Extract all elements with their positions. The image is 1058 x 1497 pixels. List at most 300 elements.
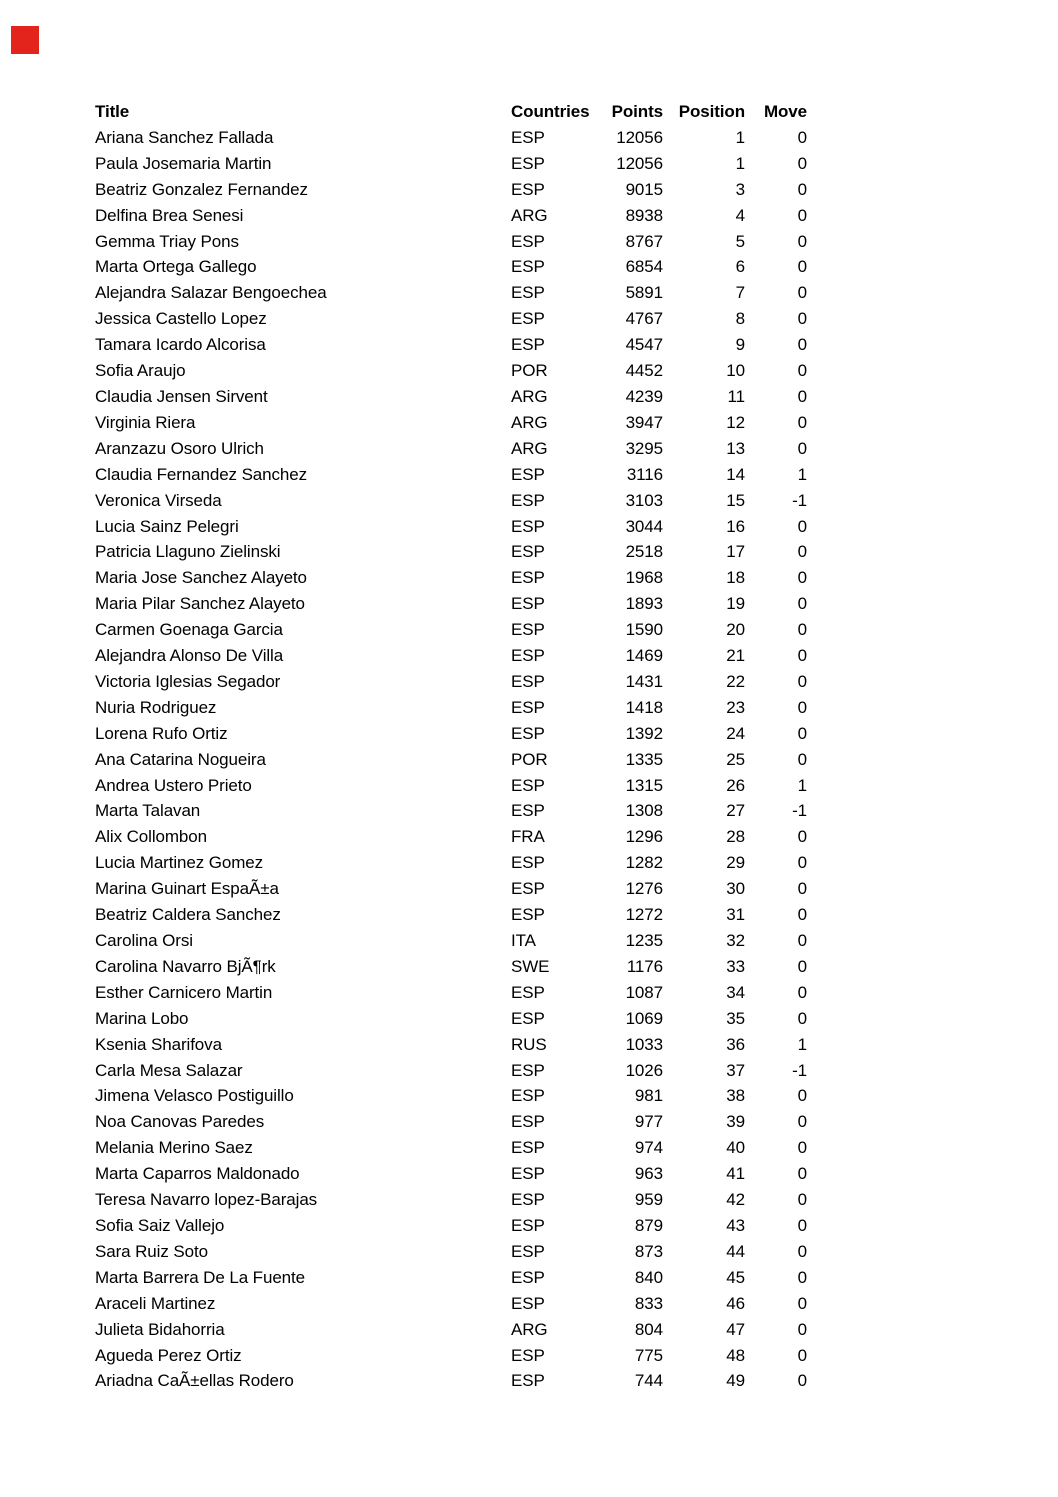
cell-move: 0 xyxy=(797,749,807,769)
cell-points: 981 xyxy=(634,1086,663,1106)
cell-title: Beatriz Gonzalez Fernandez xyxy=(95,179,308,199)
cell-position: 39 xyxy=(726,1112,745,1132)
cell-countries: ESP xyxy=(511,179,545,199)
cell-title: Aranzazu Osoro Ulrich xyxy=(95,438,264,458)
table-row xyxy=(95,876,807,902)
cell-title: Carolina Orsi xyxy=(95,931,193,950)
cell-move: 0 xyxy=(797,309,807,329)
table-row xyxy=(95,850,807,876)
cell-title: Patricia Llaguno Zielinski xyxy=(95,542,281,562)
cell-countries: ESP xyxy=(511,464,545,484)
cell-move: 0 xyxy=(797,1086,807,1106)
cell-countries: ESP xyxy=(511,620,545,640)
cell-countries: ARG xyxy=(511,386,548,406)
cell-points: 840 xyxy=(634,1267,663,1287)
table-row xyxy=(95,203,807,229)
cell-position: 8 xyxy=(735,309,745,329)
table-row xyxy=(95,1161,807,1187)
cell-move: -1 xyxy=(792,490,807,510)
cell-countries: ESP xyxy=(511,1241,545,1261)
cell-points: 4767 xyxy=(625,309,663,329)
cell-move: 0 xyxy=(797,438,807,458)
table-row xyxy=(95,280,807,306)
cell-title: Lucia Sainz Pelegri xyxy=(95,516,239,536)
cell-move: 0 xyxy=(797,982,807,1002)
cell-points: 1087 xyxy=(625,982,663,1002)
cell-countries: ESP xyxy=(511,801,545,821)
cell-position: 24 xyxy=(726,723,745,743)
cell-points: 1431 xyxy=(625,671,663,691)
table-row xyxy=(95,1343,807,1369)
cell-points: 3103 xyxy=(625,490,663,510)
cell-move: 0 xyxy=(797,1164,807,1184)
cell-title: Jessica Castello Lopez xyxy=(95,309,267,329)
cell-points: 963 xyxy=(634,1164,663,1184)
cell-countries: ESP xyxy=(511,697,545,717)
cell-position: 26 xyxy=(726,775,745,795)
ranking-table-body xyxy=(95,125,807,1394)
cell-position: 19 xyxy=(726,594,745,614)
cell-move: 0 xyxy=(797,1190,807,1210)
cell-countries: ESP xyxy=(511,542,545,562)
ranking-table xyxy=(95,99,807,1394)
cell-countries: ESP xyxy=(511,1345,545,1365)
table-row xyxy=(95,514,807,540)
table-row xyxy=(95,824,807,850)
cell-title: Noa Canovas Paredes xyxy=(95,1112,265,1132)
table-row xyxy=(95,565,807,591)
table-row xyxy=(95,747,807,773)
cell-countries: ESP xyxy=(511,671,545,691)
cell-move: 1 xyxy=(797,464,807,484)
cell-position: 33 xyxy=(726,956,745,976)
table-row xyxy=(95,384,807,410)
cell-move: 0 xyxy=(797,723,807,743)
cell-position: 11 xyxy=(727,386,745,406)
cell-countries: ARG xyxy=(511,412,548,432)
cell-points: 977 xyxy=(634,1112,663,1132)
cell-move: 1 xyxy=(797,1034,807,1054)
cell-move: 0 xyxy=(797,1241,807,1261)
cell-position: 23 xyxy=(726,697,745,717)
cell-countries: ESP xyxy=(511,879,545,899)
cell-move: 0 xyxy=(797,1112,807,1132)
cell-title: Alejandra Salazar Bengoechea xyxy=(95,283,327,303)
cell-points: 3116 xyxy=(626,464,663,484)
cell-position: 10 xyxy=(726,361,745,381)
cell-move: 0 xyxy=(797,1293,807,1313)
cell-countries: ESP xyxy=(511,1293,545,1313)
cell-title: Marta Talavan xyxy=(95,801,201,821)
cell-position: 28 xyxy=(726,827,745,847)
cell-move: 0 xyxy=(797,646,807,666)
cell-move: 0 xyxy=(797,127,807,147)
cell-points: 1296 xyxy=(625,827,663,847)
cell-points: 1392 xyxy=(625,723,663,743)
cell-position: 9 xyxy=(735,335,745,355)
header-move: Move xyxy=(763,102,807,121)
cell-position: 13 xyxy=(726,438,745,458)
table-row xyxy=(95,1135,807,1161)
cell-points: 744 xyxy=(634,1371,663,1391)
cell-move: 0 xyxy=(797,620,807,640)
table-row xyxy=(95,358,807,384)
cell-move: 0 xyxy=(797,283,807,303)
cell-points: 1272 xyxy=(625,905,663,925)
table-row xyxy=(95,332,807,358)
cell-points: 3947 xyxy=(625,412,663,432)
cell-title: Carmen Goenaga Garcia xyxy=(95,620,283,640)
cell-countries: ARG xyxy=(511,205,548,225)
cell-position: 29 xyxy=(726,853,745,873)
cell-title: Sara Ruiz Soto xyxy=(95,1241,208,1261)
cell-move: 0 xyxy=(797,931,807,950)
cell-move: 0 xyxy=(797,1138,807,1158)
table-row xyxy=(95,1032,807,1058)
cell-points: 1590 xyxy=(625,620,663,640)
cell-points: 2518 xyxy=(625,542,663,562)
cell-points: 1033 xyxy=(625,1034,663,1054)
cell-position: 15 xyxy=(726,490,745,510)
cell-move: 0 xyxy=(797,361,807,381)
cell-position: 35 xyxy=(726,1008,745,1028)
cell-countries: ESP xyxy=(511,1164,545,1184)
cell-title: Maria Pilar Sanchez Alayeto xyxy=(95,594,305,614)
table-header-row xyxy=(95,99,807,125)
cell-move: 0 xyxy=(797,231,807,251)
cell-position: 47 xyxy=(726,1319,745,1339)
cell-move: 0 xyxy=(797,1371,807,1391)
cell-points: 12056 xyxy=(616,127,663,147)
header-position: Position xyxy=(678,102,745,121)
cell-countries: ESP xyxy=(511,283,545,303)
cell-countries: RUS xyxy=(511,1034,547,1054)
cell-position: 45 xyxy=(726,1267,745,1287)
table-row xyxy=(95,306,807,332)
cell-title: Sofia Saiz Vallejo xyxy=(95,1215,225,1235)
cell-position: 38 xyxy=(726,1086,745,1106)
table-row xyxy=(95,1058,807,1084)
table-row xyxy=(95,798,807,824)
cell-title: Ksenia Sharifova xyxy=(95,1034,222,1054)
cell-position: 20 xyxy=(726,620,745,640)
cell-move: -1 xyxy=(792,801,807,821)
cell-countries: ESP xyxy=(511,231,545,251)
cell-title: Carla Mesa Salazar xyxy=(95,1060,243,1080)
cell-position: 49 xyxy=(726,1371,745,1391)
cell-position: 22 xyxy=(726,671,745,691)
table-row xyxy=(95,721,807,747)
cell-title: Agueda Perez Ortiz xyxy=(95,1345,242,1365)
cell-position: 27 xyxy=(726,801,745,821)
cell-points: 1282 xyxy=(625,853,663,873)
cell-position: 16 xyxy=(726,516,745,536)
cell-move: 0 xyxy=(797,879,807,899)
cell-position: 36 xyxy=(726,1034,745,1054)
header-points: Points xyxy=(611,102,663,121)
cell-countries: ARG xyxy=(511,438,548,458)
cell-countries: ESP xyxy=(511,1267,545,1287)
cell-title: Marta Barrera De La Fuente xyxy=(95,1267,305,1287)
cell-position: 17 xyxy=(726,542,745,562)
cell-title: Maria Jose Sanchez Alayeto xyxy=(95,568,307,588)
table-row xyxy=(95,695,807,721)
cell-points: 9015 xyxy=(625,179,663,199)
cell-title: Teresa Navarro lopez-Barajas xyxy=(95,1190,318,1210)
cell-position: 18 xyxy=(726,568,745,588)
cell-move: 0 xyxy=(797,956,807,976)
cell-points: 6854 xyxy=(625,257,663,277)
cell-title: Alix Collombon xyxy=(95,827,207,847)
cell-countries: ITA xyxy=(511,931,536,950)
cell-position: 3 xyxy=(735,179,745,199)
cell-title: Gemma Triay Pons xyxy=(95,231,239,251)
cell-title: Jimena Velasco Postiguillo xyxy=(95,1086,294,1106)
cell-title: Lucia Martinez Gomez xyxy=(95,853,264,873)
cell-countries: ESP xyxy=(511,594,545,614)
cell-countries: ESP xyxy=(511,723,545,743)
cell-position: 21 xyxy=(726,646,745,666)
cell-move: 0 xyxy=(797,386,807,406)
cell-points: 873 xyxy=(634,1241,663,1261)
cell-title: Lorena Rufo Ortiz xyxy=(95,723,228,743)
cell-move: 0 xyxy=(797,568,807,588)
cell-title: Araceli Martinez xyxy=(95,1293,216,1313)
cell-title: Ariana Sanchez Fallada xyxy=(95,127,274,147)
table-row xyxy=(95,1265,807,1291)
cell-title: Nuria Rodriguez xyxy=(95,697,217,717)
cell-title: Marta Caparros Maldonado xyxy=(95,1164,300,1184)
cell-position: 1 xyxy=(735,153,745,173)
table-row xyxy=(95,902,807,928)
cell-countries: ESP xyxy=(511,1138,545,1158)
cell-title: Marina Guinart EspaÃ±a xyxy=(95,879,279,899)
cell-countries: ESP xyxy=(511,568,545,588)
cell-points: 1893 xyxy=(625,594,663,614)
table-row xyxy=(95,151,807,177)
cell-position: 1 xyxy=(735,127,745,147)
table-row xyxy=(95,980,807,1006)
cell-position: 7 xyxy=(735,283,745,303)
cell-title: Melania Merino Saez xyxy=(95,1138,253,1158)
cell-move: 1 xyxy=(797,775,807,795)
table-row xyxy=(95,1291,807,1317)
cell-countries: ESP xyxy=(511,853,545,873)
cell-move: 0 xyxy=(797,542,807,562)
table-row xyxy=(95,1213,807,1239)
cell-position: 25 xyxy=(726,749,745,769)
cell-position: 44 xyxy=(726,1241,745,1261)
table-row xyxy=(95,488,807,514)
cell-move: 0 xyxy=(797,179,807,199)
cell-points: 3044 xyxy=(625,516,663,536)
cell-countries: ESP xyxy=(511,1060,545,1080)
cell-move: 0 xyxy=(797,905,807,925)
cell-points: 1335 xyxy=(625,749,663,769)
table-row xyxy=(95,1006,807,1032)
cell-countries: SWE xyxy=(511,956,550,976)
cell-title: Ariadna CaÃ±ellas Rodero xyxy=(95,1371,294,1391)
cell-points: 8767 xyxy=(625,231,663,251)
cell-move: 0 xyxy=(797,1319,807,1339)
cell-position: 37 xyxy=(726,1060,745,1080)
cell-title: Veronica Virseda xyxy=(95,490,222,510)
cell-points: 4547 xyxy=(625,335,663,355)
cell-title: Julieta Bidahorria xyxy=(95,1319,225,1339)
cell-countries: ESP xyxy=(511,335,545,355)
table-row xyxy=(95,773,807,799)
table-row xyxy=(95,1083,807,1109)
cell-position: 4 xyxy=(735,205,745,225)
cell-countries: ESP xyxy=(511,775,545,795)
table-row xyxy=(95,954,807,980)
table-row xyxy=(95,1109,807,1135)
cell-points: 12056 xyxy=(616,153,663,173)
cell-points: 1026 xyxy=(625,1060,663,1080)
cell-countries: ESP xyxy=(511,309,545,329)
table-row xyxy=(95,254,807,280)
cell-countries: ESP xyxy=(511,646,545,666)
cell-points: 1235 xyxy=(625,931,663,950)
cell-points: 775 xyxy=(634,1345,663,1365)
cell-countries: ARG xyxy=(511,1319,548,1339)
red-square-shape xyxy=(11,26,39,54)
cell-points: 959 xyxy=(634,1190,663,1210)
cell-position: 42 xyxy=(726,1190,745,1210)
cell-countries: ESP xyxy=(511,257,545,277)
cell-move: 0 xyxy=(797,827,807,847)
cell-points: 974 xyxy=(634,1138,663,1158)
cell-move: 0 xyxy=(797,853,807,873)
cell-position: 6 xyxy=(735,257,745,277)
cell-points: 879 xyxy=(634,1215,663,1235)
cell-points: 1315 xyxy=(625,775,663,795)
cell-countries: POR xyxy=(511,361,548,381)
cell-move: 0 xyxy=(797,153,807,173)
cell-title: Andrea Ustero Prieto xyxy=(95,775,252,795)
table-row xyxy=(95,410,807,436)
cell-move: 0 xyxy=(797,1215,807,1235)
cell-title: Marina Lobo xyxy=(95,1008,189,1028)
cell-move: 0 xyxy=(797,205,807,225)
header-title: Title xyxy=(95,102,130,121)
table-row xyxy=(95,617,807,643)
cell-countries: ESP xyxy=(511,1008,545,1028)
cell-title: Ana Catarina Nogueira xyxy=(95,749,266,769)
cell-title: Claudia Jensen Sirvent xyxy=(95,386,268,406)
cell-countries: ESP xyxy=(511,1086,545,1106)
cell-position: 41 xyxy=(726,1164,745,1184)
cell-points: 4239 xyxy=(625,386,663,406)
cell-points: 1308 xyxy=(625,801,663,821)
cell-move: 0 xyxy=(797,257,807,277)
table-row xyxy=(95,1368,807,1394)
cell-position: 40 xyxy=(726,1138,745,1158)
cell-countries: ESP xyxy=(511,1371,545,1391)
cell-countries: ESP xyxy=(511,516,545,536)
cell-countries: ESP xyxy=(511,1112,545,1132)
cell-points: 8938 xyxy=(625,205,663,225)
cell-move: 0 xyxy=(797,697,807,717)
cell-move: 0 xyxy=(797,335,807,355)
cell-move: 0 xyxy=(797,516,807,536)
table-row xyxy=(95,1317,807,1343)
cell-position: 30 xyxy=(726,879,745,899)
cell-position: 12 xyxy=(726,412,745,432)
cell-move: 0 xyxy=(797,1267,807,1287)
table-row xyxy=(95,1239,807,1265)
cell-position: 32 xyxy=(726,931,745,950)
table-row xyxy=(95,539,807,565)
header-countries: Countries xyxy=(511,102,590,121)
table-row xyxy=(95,1187,807,1213)
cell-title: Esther Carnicero Martin xyxy=(95,982,273,1002)
cell-position: 43 xyxy=(726,1215,745,1235)
cell-title: Paula Josemaria Martin xyxy=(95,153,272,173)
cell-countries: ESP xyxy=(511,153,545,173)
cell-position: 46 xyxy=(726,1293,745,1313)
cell-title: Delfina Brea Senesi xyxy=(95,205,244,225)
cell-move: 0 xyxy=(797,594,807,614)
cell-countries: ESP xyxy=(511,127,545,147)
cell-countries: ESP xyxy=(511,490,545,510)
cell-points: 1276 xyxy=(625,879,663,899)
cell-points: 5891 xyxy=(625,283,663,303)
cell-position: 14 xyxy=(726,464,745,484)
table-row xyxy=(95,643,807,669)
cell-points: 804 xyxy=(634,1319,663,1339)
cell-title: Tamara Icardo Alcorisa xyxy=(95,335,266,355)
cell-points: 1469 xyxy=(625,646,663,666)
table-row xyxy=(95,928,807,954)
cell-countries: POR xyxy=(511,749,548,769)
cell-points: 1069 xyxy=(625,1008,663,1028)
cell-title: Marta Ortega Gallego xyxy=(95,257,257,277)
cell-position: 48 xyxy=(726,1345,745,1365)
table-row xyxy=(95,462,807,488)
cell-title: Victoria Iglesias Segador xyxy=(95,671,281,691)
cell-points: 1968 xyxy=(625,568,663,588)
cell-position: 34 xyxy=(726,982,745,1002)
cell-countries: ESP xyxy=(511,1215,545,1235)
table-row xyxy=(95,229,807,255)
cell-countries: FRA xyxy=(511,827,545,847)
table-row xyxy=(95,125,807,151)
cell-points: 1418 xyxy=(625,697,663,717)
cell-title: Virginia Riera xyxy=(95,412,196,432)
cell-position: 31 xyxy=(726,905,745,925)
cell-countries: ESP xyxy=(511,982,545,1002)
cell-countries: ESP xyxy=(511,1190,545,1210)
cell-title: Carolina Navarro BjÃ¶rk xyxy=(95,956,276,976)
cell-move: 0 xyxy=(797,671,807,691)
cell-move: 0 xyxy=(797,412,807,432)
table-row xyxy=(95,669,807,695)
cell-title: Alejandra Alonso De Villa xyxy=(95,646,284,666)
cell-points: 833 xyxy=(634,1293,663,1313)
cell-move: -1 xyxy=(792,1060,807,1080)
cell-title: Beatriz Caldera Sanchez xyxy=(95,905,281,925)
cell-points: 4452 xyxy=(625,361,663,381)
table-row xyxy=(95,177,807,203)
table-row xyxy=(95,436,807,462)
cell-position: 5 xyxy=(735,231,745,251)
table-row xyxy=(95,591,807,617)
cell-points: 1176 xyxy=(626,956,663,976)
cell-points: 3295 xyxy=(625,438,663,458)
cell-countries: ESP xyxy=(511,905,545,925)
cell-move: 0 xyxy=(797,1008,807,1028)
